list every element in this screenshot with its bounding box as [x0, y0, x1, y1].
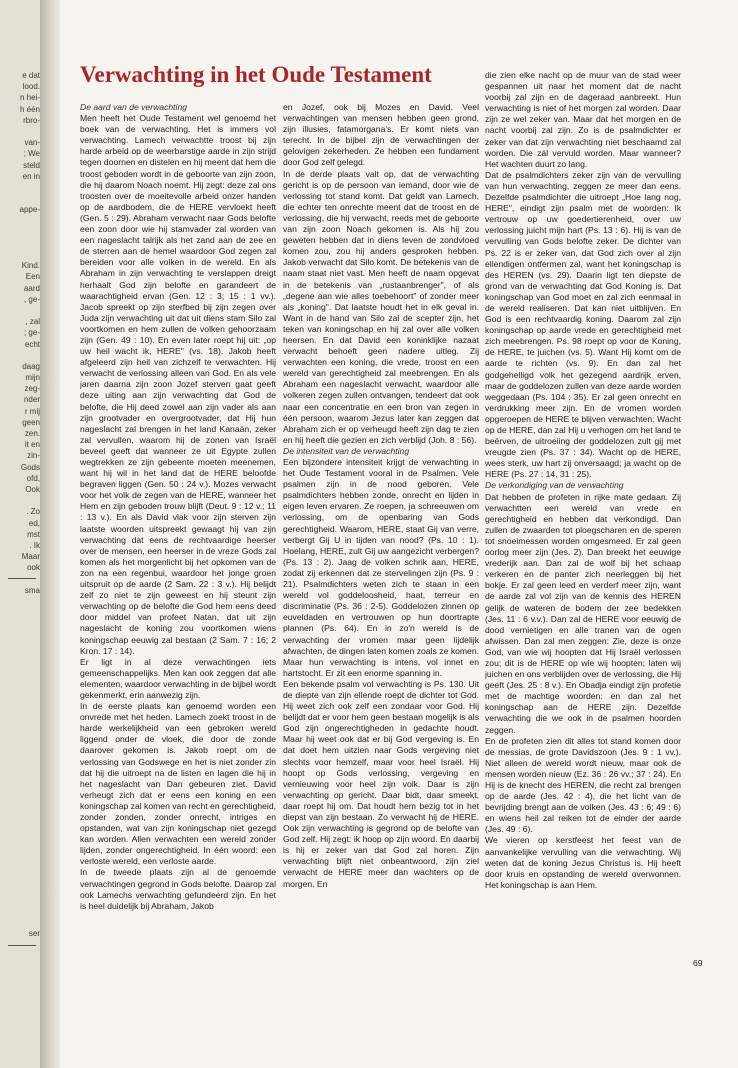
- previous-page-edge: [0, 0, 44, 1068]
- previous-page-line: echt: [24, 339, 40, 349]
- paragraph: We vieren op kerstfeest het feest van de aanvankelijke vervulling van die verwachting. Wij weten dat de koning Jezus Christus is. Hij heeft door kruis en opstanding de wereld overwonnen. Het koningschap is aan Hem.: [485, 835, 681, 890]
- previous-page-line: appe-: [19, 205, 40, 215]
- previous-page-line: e dat: [22, 71, 40, 80]
- paragraph: Dat de psalmdichters zeker zijn van de vervulling van hun verwachting, zeggen ze meer dan eens. Dezelfde psalmdichter die uitroept „Hoe lang nog, HERE", eindigt zijn psalm met de woorden: Ik vertrouw op uw goedertierenheid, over uw verlossing juicht mijn hart (Ps. 13 : 6). Hij is van de vervulling van Gods belofte zeker. De dichter van Ps. 22 is er zeker van, dat God zich over al zijn ellendigen ontfermen zal, want het koningschap is des HEREN (vs. 29). Daarin ligt ten diepste de grond van de verwachting dat God Koning is. Dat koningschap van God moet en zal zich eenmaal in de wereld realiseren. Dat kan niet uitblijven. En God is een rechtvaardig koning. Daarom zal zijn koningschap op aarde vrede en gerechtigheid met zich meebrengen. Ps. 98 roept op voor de Koning, de HERE, te juichen (vs. 5). Want Hij komt om de aarde te richten (vs. 9). En dan zal het godgehelligd volk het gezegend aardrijk erven, maar de goddelozen zullen van deze aarde worden weggedaan (Ps. 104 : 35). Er zal geen onrecht en verdrukking meer zijn. En de vromen worden opgeroepen de HERE te blijven verwachten: Wacht op de HERE, dan zal Hij u verhogen om het land te beërven, de uitroeiing der goddelozen zult gij met vreugde zien (Ps. 37 : 34). Wacht op de HERE, wees sterk, uw hart zij onversaagd; ja wacht op de HERE (Ps. 27 : 14, 31 : 25).: [485, 169, 681, 480]
- section-heading: De verkondiging van de verwachting: [485, 480, 624, 491]
- previous-page-line: it en: [24, 440, 40, 450]
- paragraph: In de tweede plaats zijn al de genoemde verwachtingen gegrond in Gods belofte. Daarop zal ook Lamechs verwachting gefundeerd zijn. En het is heel duidelijk bij Abraham, Jakob: [80, 867, 276, 911]
- paragraph: Een bijzondere intensiteit krijgt de verwachting in het Oude Testament vooral in de Psalmen. Vele psalmen zijn in de nood geboren. Vele psalmdichters hebben zonde, onrecht en lijden in eigen leven ervaren. Ze roepen, ja schreeuwen om verlossing, om de openbaring van Gods gerechtigheid. Waarom, HERE, staat Gij van verre, verbergt Gij U in tijden van nood? (Ps. 10 : 1). Hoelang, HERE, zult Gij uw aangezicht verbergen? (Ps. 13 : 2). Jaag de volken schrik aan, HERE, zodat zij erkennen dat ze stervelingen zijn (Ps. 9 : 21). Psalmdichters weten zich te staan in een wereld vol goddeloosheid, haat, terreur en discriminatie (Ps. 36 : 2-5). Goddelozen zinnen op euveldaden en vertrouwen op hun doortrapte plannen (Ps. 64). En in zo'n wereld is de verwachting der vromen maar geen lijdelijk afwachten, de dingen laten komen zoals ze komen. Maar hun verwachting is intens, vol innet en hartstocht. Er zit een enorme spanning in.: [283, 457, 479, 678]
- previous-page-line: Gods: [20, 462, 40, 472]
- previous-page-line: geen: [22, 417, 40, 427]
- previous-page-footer-word: ser: [28, 929, 40, 938]
- previous-page-line: zin-: [27, 451, 40, 461]
- previous-page-line: ; We: [23, 149, 40, 159]
- previous-page-line: zen.: [24, 429, 40, 438]
- previous-page-line: Maar: [21, 552, 40, 562]
- paragraph: Dat hebben de profeten in rijke mate gedaan. Zij verwachtten een wereld van vrede en gerechtigheid en hebben dat verkondigd. Dan zullen de zwaarden tot ploegscharen en de speren tot snoeimessen worden omgesmeed. Er zal geen oorlog meer zijn (Jes. 2). Dan breekt het eeuwige vrederijk aan. Dan zal de wolf bij het schaap verkeren en de panter zich neerleggen bij het bokje. Er zal geen leed en verderf meer zijn, want de aarde zal vol zijn van de kennis des HEREN gelijk de wateren de bodem der zee bedekken (Jes. 11 : 6 v.v.). Dan zal de HERE voor eeuwig de dood vernietigen en alle tranen van de ogen afwissen. Dan zal men zeggen: Zie, deze is onze God, van wie wij hoopten dat Hij Israël verlossen zou; dit is de HERE op wie wij hoopten; laten wij juichen en ons verblijden over de verlossing, die Hij geeft (Jes. 25 : 8 v.). En Obadja eindigt zijn profetie met de machtige woorden: en dan zal het koningschap aan de HERE zijn. Dezelfde verwachting die we ook in de psalmen hoorden zeggen.: [485, 491, 681, 735]
- previous-page-line: , zal: [25, 317, 40, 327]
- previous-page-line: en in: [22, 171, 40, 181]
- previous-page-line: ed,: [28, 518, 40, 528]
- section-heading: De intensiteit van de verwachting: [283, 445, 410, 456]
- previous-page-line: mst: [27, 529, 40, 539]
- previous-page-line: daag: [22, 361, 40, 371]
- previous-page-line: ook: [27, 563, 40, 573]
- previous-page-line: [0, 305, 40, 316]
- paragraph: In de derde plaats valt op, dat de verwachting gericht is op de persoon van iemand, door wie de verlossing tot stand komt. Dat geldt van Lamech, die echter ten onrechte meent dat de troost en de verlossing, die hij verwacht, reeds met de geboorte van zijn zoon Noach gekomen is. Als hij zou geweten hebben dat in diens leven de zondvloed komen zou, zou hij anders gesproken hebben. Jakob verwacht dat Silo komt. De betekenis van de naam staat niet vast. Men heeft de naam opgevat in de betekenis van „rustaanbrenger", of als „degene aan wie alles toebehoort" of zonder meer als „koning". Dat laatste houdt het in elk geval in. Want in de hand van Silo zal de scepter zijn, het teken van koningschap en hij zal over alle volken heersen. En dat David een koninklijke nazaat verwacht behoeft geen nadere uitleg. Zij verwachten een koning, die vrede, troost en een wereld van gerechtigheid zal meebrengen. En als Abraham een nageslacht verwacht, waardoor alle volkeren zegen zullen ontvangen, tendeert dat ook naar een concentratie en een bron van zegen in één persoon, waarom Jezus later kan zeggen dat Abraham zich er op verheugd heeft zijn dag te zien en hij heeft die gezien en zich verblijd (Joh. 8 : 56).: [283, 168, 479, 445]
- previous-page-line: Ook: [25, 484, 40, 494]
- paragraph: en Jozef, ook bij Mozes en David. Veel verwachtingen van mensen hebben geen grond, zijn illusies, fatamorgana's. Er komt niets van terecht. In de bijbel zijn de verwachtingen der gelovigen zekerheden. Ze hebben een fundament door God zelf gelegd.: [283, 102, 479, 168]
- previous-page-line: [0, 350, 40, 361]
- previous-page-line: [0, 495, 40, 506]
- text-column-3: [485, 70, 681, 973]
- paragraph: die zien elke nacht op de muur van de stad weer gespannen uit naar het moment dat de nacht voorbij zal zijn en de dageraad aanbreekt. Hun verwachting is niet of het morgen zal worden. Daar zijn ze wel zeker van. Maar dat het morgen en de nacht voorbij zal zijn. Zo is de psalmdichter er zeker van dat zijn verwachting niet beschaamd zal worden. Die zál vervuld worden. Maar wanneer? Het wachten duurt zo lang.: [485, 70, 681, 169]
- previous-page-line: [0, 227, 40, 238]
- previous-page-line: van-: [24, 138, 40, 148]
- previous-page-rule: [8, 945, 36, 946]
- previous-page-line: ofd,: [26, 473, 40, 483]
- paragraph: Men heeft het Oude Testament wel genoemd het boek van de verwachting. Het is immers vol verwachting. Lamech verwachtte troost bij zijn harde arbeid op de weerbarstige aarde in zijn strijd tegen doornen en distelen en hij meent dat hem die troost geboden wordt in de geboorte van zijn zoon, die hij daarom Noach noemt. Hij zegt: deze zal ons troosten over de moeitevolle arbeid onzer handen op de aardbodem, die de HERE vervloekt heeft (Gen. 5 : 29). Abraham verwacht naar Gods belofte een zoon door wie hij stamvader zal worden van een nageslacht talrijk als het zand aan de zee en de sterren aan de hemel waardoor God zegen zal bereiden voor alle volken in de wereld. En als Abraham in zijn verwachting te verslappen dreigt herhaalt God zijn belofte en garandeert de waarachtigheid ervan (Gen. 12 : 3; 15 : 1 vv.). Jacob spreekt op zijn sterfbed bij zijn zegen over Juda zijn verwachting uit dat uit diens stam Silo zal voortkomen en hem zullen de volken gehoorzaam zijn (Gen. 49 : 10). En even later roept hij uit: „op uw heil wacht ik, HERE" (vs. 18). Jakob heeft afgeleerd zijn heil van zichzelf te verwachten. Hij verwacht de verlossing alleen van God. En als vele jaren daarna zijn zoon Jozef sterven gaat geeft deze uiting aan zijn verwachting dat God de beloftе, die Hij deed zowel aan zijn vader als aan zijn grootvader en overgrootvader, dat Hij hun nageslacht zal brengen in het land Kanaän, zeker zal vervullen, waarom hij de zonen van Israël beveel geeft dat wanneer ze uit Egypte zullen wegtrekken ze zijn gebeente moeten meenemen, want hij wil in het land dat de HERE beloofde begraven liggen (Gen. 50 : 24 v.). Mozes verwacht voor het volk de zegen van de HERE, wanneer het Hem en zijn geboden trouw blijft (Deut. 9 : 12 v.; 11 : 13 v.). En als David vlak voor zijn sterven zijn laatste woorden uitspreekt gewaagt hij van zijn verwachting dat eens de rechtvaardige heerser over de mensen, een heerser in de vreze Gods zal komen als het morgenlicht bij het opkomen van de zon na een regenbui, waardoor het jonge groen uitspruit op de aarde (2 Sam. 22 : 3 v.). Hij belijdt zelf zo niet te zijn geweest en hij steunt zijn verwachting op de belofte die God hem eens deed door middel van profeet Natan, dat uit zijn nageslacht de koning zou voortkomen wiens koningschap eeuwig zal bestaan (2 Sam. 7 : 16; 2 Kron. 17 : 14).: [80, 113, 276, 656]
- previous-page-line: . Ik: [29, 540, 40, 550]
- previous-page-line: , ge-: [23, 294, 40, 304]
- page-number: 69: [693, 958, 703, 968]
- previous-page-line: Kind.: [21, 261, 40, 271]
- paragraph: Er ligt in al deze verwachtingen iets gemeenschappelijks. Men kan ook zeggen dat alle elementen, waardoor verwachting in de bijbel wordt gekenmerkt, erin aanwezig zijn.: [80, 656, 276, 700]
- paragraph: Een bekende psalm vol verwachting is Ps. 130. Uit de diepte van zijn ellende roept de dichter tot God. Hij weet zich ook zelf een zondaar voor God. Hij belijdt dat er voor hem geen bestaan mogelijk is als God zijn ongerechtigheden in gedachte houdt. Maar hij weet ook dat er bij God vergeving is. En dat doet hem uitzien naar Gods vergeving niet slechts voor hemzelf, maar voor heel Israël. Hij hoopt op Gods verlossing, vergeving en vernieuwing voor heel zijn volk. Daar is zijn verwachting op gericht. Daar bidt, daar smeekt, daar roept hij om. Dat houdt hem bezig tot in het diepst van zijn bestaan. Zo verwacht hij de HERE. Ook zijn verwachting is gegrond op de belofte van God zelf. Hij zegt: ik hoop op zijn woord. En daarbij is hij er zeker van dat God zal horen. Zijn verwachting blijft niet onbeantwoord, zijn ziel verwacht de HERE meer dan wachters op de morgen. En: [283, 678, 479, 889]
- previous-page-line: n hei-: [19, 93, 40, 103]
- previous-page-rule: [8, 578, 36, 579]
- previous-page-text: [0, 70, 40, 596]
- previous-page-line: [0, 249, 40, 260]
- previous-page-line: r mij: [24, 406, 40, 416]
- text-column-2: [283, 102, 479, 972]
- previous-page-line: h één: [19, 104, 40, 114]
- previous-page-line: [0, 573, 40, 584]
- previous-page-line: [0, 193, 40, 204]
- paragraph: En de profeten zien dit alles tot stand komen door de messias, de grote Davidszoon (Jes. 9 : 1 vv.). Niet alleen de wereld wordt nieuw, maar ook de mensen worden nieuw (Ez. 36 : 26 vv.; 37 : 24). En Hij is de knecht des HEREN, die recht zal brengen op de aarde (Jes. 42 : 4), die het licht van de bevrijding brengt aan de volken (Jes. 43 : 6; 49 : 6) en wiens heil zal reiken tot de einder der aarde (Jes. 49 : 6).: [485, 735, 681, 835]
- previous-page-line: mijn: [25, 373, 40, 383]
- section-heading: De aard van de verwachting: [80, 102, 188, 112]
- previous-page-line: [0, 215, 40, 226]
- previous-page-line: zeg-: [24, 384, 40, 394]
- text-column-1: [80, 102, 276, 972]
- previous-page-line: sma: [24, 585, 40, 595]
- previous-page-line: steld: [23, 160, 40, 170]
- previous-page-line: [0, 238, 40, 249]
- previous-page-line: rbro-: [23, 115, 40, 125]
- previous-page-line: ; ge-: [23, 328, 40, 338]
- previous-page-line: . Zo: [26, 507, 40, 517]
- previous-page-line: Een: [25, 272, 40, 282]
- paragraph: In de eerste plaats kan genoemd worden een onvrede met het heden. Lamech zoekt troost in de harde werkelijkheid van een gebroken wereld liggend onder de vloek, die door de zonde daarover gekomen is. Jakob roept om de verlossing van Godswege en het is niet zonder zin dat hij die uitroept na de listen en lagen die hij in het nageslacht van Dan gebeuren ziet. David verheugt zich dat er eens een koning en een koningschap zal komen van recht en gerechtigheid, zonder zonden, zonder onrecht, intriges en opstanden, wat van zijn koningschap niet gezegd kan worden. Allen verwachten een wereld zonder lijden, zonder ongerechtigheid. In één woord: een verloste wereld, een verloste aarde.: [80, 701, 276, 867]
- article-title: Verwachting in het Oude Testament: [80, 62, 432, 87]
- previous-page-line: aard: [23, 283, 40, 293]
- previous-page-line: [0, 126, 40, 137]
- previous-page-line: [0, 182, 40, 193]
- previous-page-line: lood.: [22, 82, 40, 92]
- previous-page-line: nder: [23, 395, 40, 405]
